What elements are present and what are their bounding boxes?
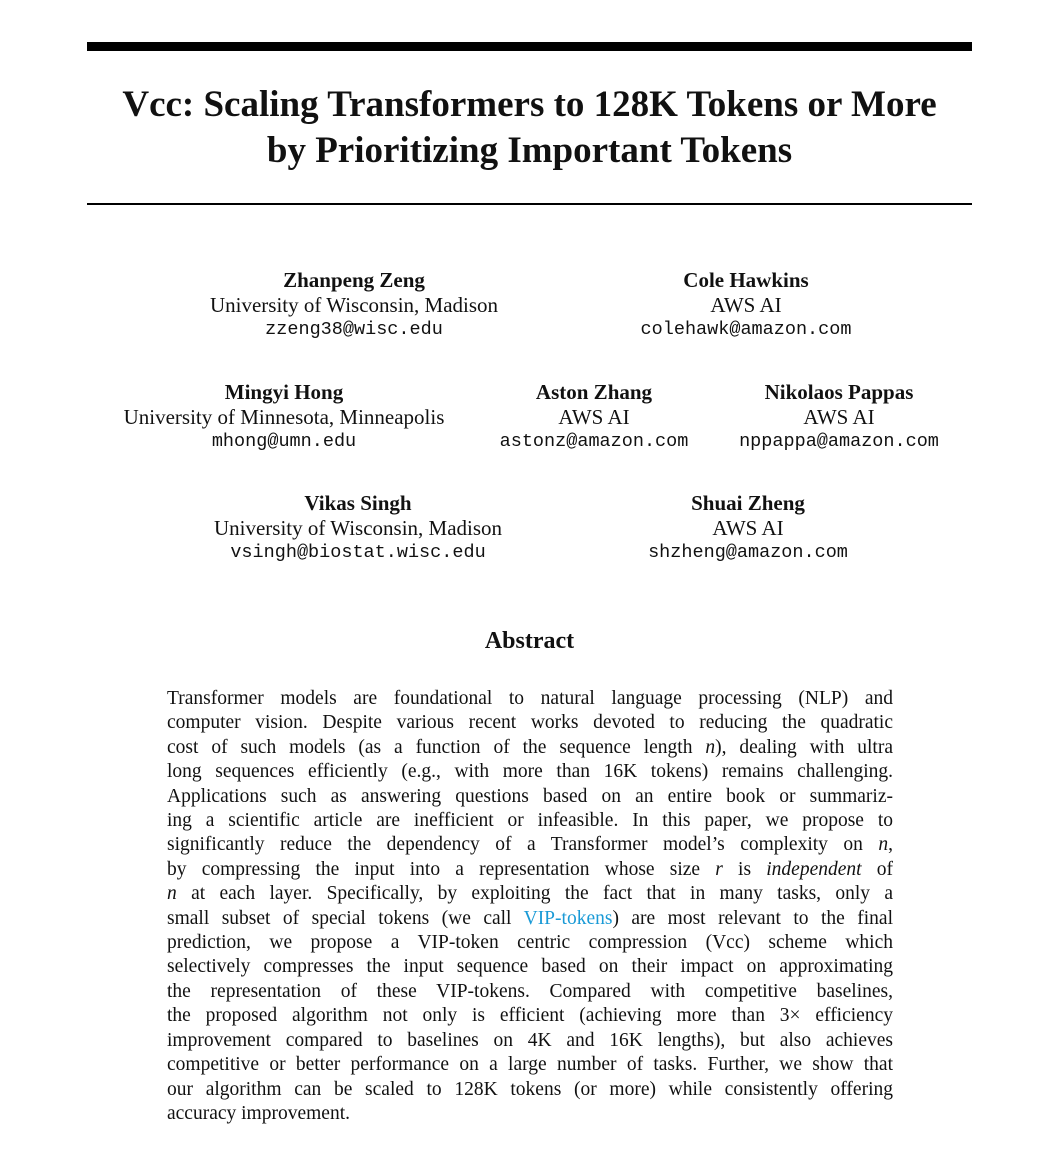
author-block <box>536 268 956 342</box>
abstract-line: the representation of these VIP-tokens. Compared with competitive baselines, <box>167 980 893 1002</box>
math-symbol: n <box>167 883 177 905</box>
abstract-line: by compressing the input into a representation whose size r is independent of <box>167 858 893 880</box>
author-email[interactable]: astonz@amazon.com <box>499 431 689 452</box>
author-affiliation: University of Wisconsin, Madison <box>209 292 499 317</box>
author-affiliation: University of Wisconsin, Madison <box>213 515 503 540</box>
abstract-line: our algorithm can be scaled to 128K tokens (or more) while consistently offering <box>167 1078 893 1100</box>
abstract-line: the proposed algorithm not only is efficient (achieving more than 3× efficiency <box>167 1005 893 1027</box>
author-name: Shuai Zheng <box>691 491 805 515</box>
author-affiliation: University of Minnesota, Minneapolis <box>123 404 445 429</box>
author-name: Zhanpeng Zeng <box>283 268 425 292</box>
abstract-line: ing a scientific article are inefficient or infeasible. In this paper, we propose to <box>167 810 893 832</box>
abstract-line: prediction, we propose a VIP-token centric compression (Vcc) scheme which <box>167 932 893 954</box>
title-line-1: Vcc: Scaling Transformers to 128K Tokens or More <box>122 84 937 125</box>
abstract-line: small subset of special tokens (we call VIP-tokens) are most relevant to the final <box>167 907 893 929</box>
author-name: Mingyi Hong <box>224 380 344 404</box>
author-affiliation: AWS AI <box>558 404 630 429</box>
abstract-line: long sequences efficiently (e.g., with more than 16K tokens) remains challenging. <box>167 761 893 783</box>
title-line-2: by Prioritizing Important Tokens <box>266 130 793 171</box>
author-name: Aston Zhang <box>535 380 653 404</box>
math-symbol: n <box>705 736 716 758</box>
author-name: Cole Hawkins <box>683 268 809 292</box>
abstract-line: Transformer models are foundational to natural language processing (NLP) and <box>167 688 893 709</box>
author-block <box>629 380 1049 454</box>
abstract-line: significantly reduce the dependency of a Transformer model’s complexity on n, <box>167 834 893 856</box>
abstract-line: improvement compared to baselines on 4K and 16K lengths), but also achieves <box>167 1029 893 1051</box>
abstract-line: computer vision. Despite various recent works devoted to reducing the quadratic <box>167 712 893 734</box>
math-symbol: n <box>878 834 889 856</box>
abstract-line: n at each layer. Specifically, by exploiting the fact that in many tasks, only a <box>167 883 893 905</box>
author-affiliation: AWS AI <box>803 404 875 429</box>
abstract-line: accuracy improvement. <box>167 1102 350 1124</box>
author-block <box>148 491 568 565</box>
title-top-rule <box>87 42 972 51</box>
author-email[interactable]: nppappa@amazon.com <box>739 431 939 452</box>
author-email[interactable]: shzheng@amazon.com <box>648 542 848 563</box>
author-email[interactable]: colehawk@amazon.com <box>640 319 852 340</box>
author-affiliation: AWS AI <box>712 515 784 540</box>
author-email[interactable]: zzeng38@wisc.edu <box>265 319 443 340</box>
abstract-line: Applications such as answering questions based on an entire book or summariz- <box>167 785 893 807</box>
author-block <box>144 268 564 342</box>
author-name: Nikolaos Pappas <box>764 380 914 404</box>
abstract-line: competitive or better performance on a large number of tasks. Further, we show that <box>167 1054 893 1076</box>
author-block <box>538 491 958 565</box>
abstract-line: selectively compresses the input sequence based on their impact on approximating <box>167 956 893 978</box>
author-affiliation: AWS AI <box>710 292 782 317</box>
math-symbol: r <box>715 858 723 880</box>
author-email[interactable]: vsingh@biostat.wisc.edu <box>230 542 486 563</box>
title-bottom-rule <box>87 203 972 205</box>
vip-tokens-link[interactable]: VIP-tokens <box>523 907 613 929</box>
author-name: Vikas Singh <box>304 491 412 515</box>
abstract-line: cost of such models (as a function of the sequence length n), dealing with ultra <box>167 736 893 758</box>
abstract-heading: Abstract <box>484 628 575 654</box>
author-email[interactable]: mhong@umn.edu <box>211 431 357 452</box>
emphasized-word: independent <box>766 858 862 880</box>
abstract-body <box>167 687 893 1126</box>
paper-title <box>87 82 972 174</box>
